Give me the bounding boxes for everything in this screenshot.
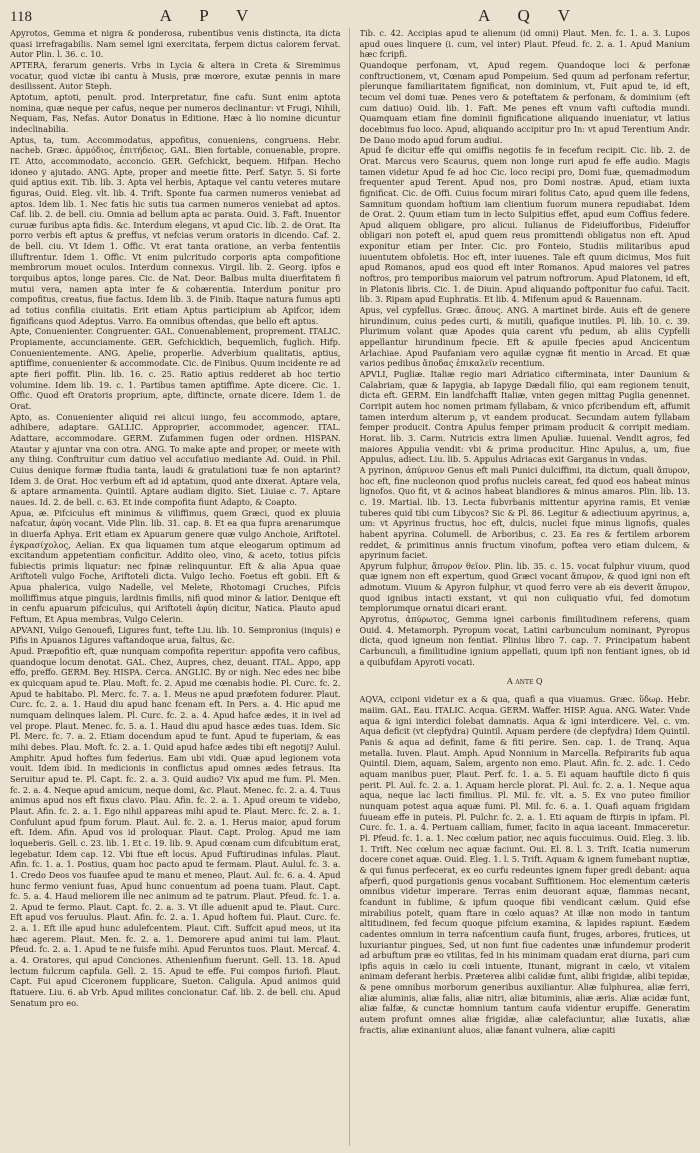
text-columns — [10, 28, 690, 1146]
page-number: 118 — [10, 9, 32, 25]
entry-apud-continued: Tib. c. 42. Accipias apud te alienum (id omni) Plaut. Men. fc. 1. a. 3. Lupos apud oues linquere (i. cum, vel inter) Plaut. Pfeud. fc. 2. a. 1. Apud Manium hæc fcripfi. — [359, 28, 690, 60]
entry-apto: Apto, as. Conuenienter aliquid rei alicui iungo, feu accommodo, aptare, adhibere, adaptare. GALLIC. Approprier, accommoder, agencer. ITAL. Adattare, accommodare. GERM. Zufammen fugen oder ordnen. HISPAN. Atautar y ajuntar vna con otra. ANG. To make apte and proper, or meete with any thing. Conftruitur cum datiuo vel accufatiuo mediante Ad. Ouid. in Phil. Cuius denique formæ ftudia tanta, laudi & gratulationi tuæ fe non aptarint? Idem 3. de Orat. Hoc verbum eft ad id aptatum, quod ante dixerat. Aptare vela, & aptare armamenta. Quintil. Aptare audiam digito. Siet. Liuiae c. 7. Aptare naues. Id. 2. de bell. c. 63. Et inde compofita fiunt Adapto, & Coapto. — [10, 411, 341, 507]
right-running-head: A Q V — [477, 6, 583, 25]
right-column — [360, 28, 691, 1146]
entry-apua: Apua, æ. Pifciculus eft minimus & viliffimus, quem Græci, quod ex pluuia nafcatur, ἀφύη vocant. Vide Plin. lib. 31. cap. 8. Et ea qua fupra arenarumque in diuerfa Aphya. Erit etiam ex Apuarum genere quæ vulgo Anchoie, Ariftotel. ἐγκρασίχολος, Aelian. Ex qua liquamen tum atque eleogarum optimum ad excitandum appetentiam conficitur. Addito oleo, vino, & aceto, totius pifcis fubiectis primis liquatur: nec fpinæ relinquuntur. Eft & alia Apua quae Ariftoteli vulgo Foche, Ariftoteli dicta. Vulgo Iecho. Foetus eft gobii. Eft & Apua phalerica, vulgo Nadelle, vel Melete, Rhotomagi Cruches, Pifcis molliffimus atque pinguis, lardinis fimilis, nifi quod minor & latior. Denique eft in cenfu apuarum pifciculus, qui Ariftoteli ἀφύη dicitur, Natica. Plauto apud Feftum, Et Apua membras, Vulgo Celerin. — [10, 507, 341, 625]
entry-aqua: AQVA, cciponi videtur ex a & qua, quafi a qua viuamus. Græc. ὕδωρ. Hebr. maiim. GAL. Eau. ITALIC. Acqua. GERM. Waffer. HISP. Agua. ANG. Water. Vnde aqua & igni interdici folebat damnatis. Aqua & igni interdicere. Vel. c. vm. Aqua deficit (vt clepfydra) Quintil. Aquam perdere (de clepfydra) Idem Quintil. Panis & aqua ad definit, fame & fiti perire. Sen. cap. 1. de Tranq. Aqua metalla. Iuven. Plaut. Amph. Apud Nonnium in Marcella. Refpirarits fub aqua Quintil. Diem, aquam, Salem, argento non emo. Plaut. Afin. fc. 2. adc. 1. Cedo aquam manibus puer, Plaut. Perf. fc. 1. a. 5. Ei aquam hauftile dicto fi quis perit. Pl. Aul. fc. 2. a. 1. Aquam hercle plorat. Pl. Aul. fc. 2. a. 1. Neque aqua aqua, neque lac lacti fimilius. Pl. Mil. fc. vlt. a. 5. Ex vno puteo fimilior nunquam potest aqua aquæ fumi. Pl. Mil. fc. 6. a. 1. Quafi aquam frigidam fuueam effe in puteis. Pl. Pulchr. fc. 2. a. 1. Eti aquam de ftirpis in ipfam. Pl. Curc. fc. 1. a. 4. Pertuam calliam, fumer, facito in aqua iaceant. Immaceretur. Pl. Pfeud. fc. 1. a. 1. Nec cœlum patior, nec aquis fuccuimus. Ouid. Eleg. 3. lib. 1. Trift. Nec cœlum nec aquæ faciunt. Oui. El. 8. l. 3. Trift. Icatia numerum docere conet aquæ. Ouid. Eleg. 1. l. 5. Trift. Aquam & ignem fumebant nuptiæ, & qui funus perfecerat, ex eo curfu redeuntes ignem fuper gredi debant: aqua afperfi, quod purgationis genus vocabant Suffitionem. Hoc elementum cæteris omnibus videtur imperare. Terras enim deuorant aquæ, flammas necant, fcandunt in fublime, & ipfum quoque fibi vendicant cælum. Quid efse mirabilius potelt, quam ftare in cœlo aquas? At illæ non modo in tantum altitudinem, fed fecum quoque pifcium examina, & lapides rapiunt. Eædem cadentes omnium in terra nafcentium caufa fiunt, fruges, arbores, frutices, ut luxuriantur pingues, Sed, ut non funt fiue cadentes unæ infundemur proderit ad arbuftum præ eo vtilitas, fed in his minimam quadam erat diurna, pari cum ipfis aquis in cælo iu cœli intuente, Itunant, migrant in cælo, vt vitalem animam deferant herbis. Præterea alibi calidæ funt, alibi frigidæ, alibi tepidæ, & pene omnibus morborum generibus auxiliantur. Aliæ fulphurea, aliæ ferri, aliæ aluminis, aliæ falis, aliæ nitri, aliæ bituminis, aliæ æris. Aliæ acidæ funt, aliæ falfæ, & cunctæ homnium tantum caufa videntur erupiffe. Generatim autem profunt omnes aliæ frigidæ, aliæ calefaciuntur, aliæ Iuxatis, aliæ fractis, aliæ exinaniunt aluos, aliæ fanant vulnera, aliæ capiti — [359, 694, 690, 1035]
left-column — [10, 28, 350, 1146]
entry-apuli: APVLI, Pugliæ. Italiæ regio mari Adriatico cifterminata, inter Daunium & Calabriam, quæ & Iapygia, ab Iapyge Dædali filio, qui eam regionem tenuit, dicta eft. GERM. Ein landfchafft Italiæ, vnten gegen mittag Puglia genennet. Corripit autem hoc nomen primam fyllabam, & vnico pfcribendum eft, affumit tamen interdum alterum p, vt eandem producat. Secundam autem fyllabam femper producit. Contra Apulus femper primam producit & corripit mediam. Horat. lib. 3. Carm. Nutricis extra limen Apuliæ. Iuuenal. Vendit agros, fed maiores Appulia vendit: vbi & prima producitur. Hinc Apulus, a, um, fiue Appulus, adiect. Liu. lib. 5. Appulus Adriacas exit Garganus in vndas. — [359, 369, 690, 465]
left-running-head: A P V — [159, 6, 261, 25]
entry-apyrum-sulphur: Apyrum fulphur, ἄπυρον θεῖον. Plin. lib. 35. c. 15. vocat fulphur viuum, quod quæ ignem non eft expertum, quod Græci vocant ἄπυρον, & quod igni non eft admotum. Viuum & Apyron fulphur, vt quod ferro vere ab eis deverit ἄπυρον, quod ignibus intacti exstant, vt qui non culiquatio vfui, fed domotum templorumque ornatui dicari erant. — [359, 560, 690, 614]
entry-apud: Apud. Præpofitio eft, quæ nunquam compofita reperitur: appofita vero cafibus, quandoque locum denotat. GAL. Chez, Aupres, chez, deuant. ITAL. Appo, app effo, preffo. GERM. Bey. HISPA. Cerca. ANGLIC. By or nigh. Nec edes nec bibe ex quicquam apud te. Plau. Moft. fc. 2. Apud me cœnabis hodie. Pl. Curc. fc. 2. Apud te habitabo. Pl. Merc. fc. 7. a. 1. Meus ne apud præfotem fodurer. Plaut. Curc. fc. 2. a. 1. Haud diu apud hanc fcenam eft. In Pers. a. 4. Hic apud me numquam delinques lalem. Pl. Curc. fc. 2. a. 4. Apud hafce ædes, it in ivel ad vel prope. Plaut. Menec. fc. 5. a. 1. Haud diu apud hasce ædes tuas. Idem. Sic Pl. Merc. fc. 7. a. 2. Etiam docendum apud te funt. Apud te fuperiam, & eas mihi debes. Plau. Moft. fc. 2. a. 1. Quid apud hafce ædes tibi eft negotij? Aulul. Amphitr. Apud hoftes fum federius. Eam ubi vidi. Quæ apud legionem vota vouit. Idem ibid. In medicionis in conflictus apud omnes ædes fetraus. Ita Seruitur apud te. Pl. Capt. fc. 2. a. 3. Quid audio? Vix apud me fum. Pl. Men. fc. 2. a. 4. Neque apud amicum, neque domi, &c. Plaut. Menec. fc. 2. a. 4. Tuus animus apud nos eft fixus clavo. Plau. Afin. fc. 2. a. 1. Apud oreum te videbo, Plaut. Afin. fc. 2. a. 1. Ego nihil appareas mihi apud te. Plaut. Merc. fc. 2. a. 1. Confulunt apud fpum forum. Plaut. Aul. fc. 2. a. 1. Herus maior, apud forum eft. Idem. Afin. Apud vos id proloquar. Plaut. Capt. Prolog. Apud me iam loqueberis. Gell. c. 23. lib. 1. Et c. 19. lib. 9. Apud cœnam cum difcubitum erat, legebatur. Idem cap. 12. Vbi ftue eft locus. Apud Fuftirudinas infulas. Plaut. Afin. fc. 1. a. 1. Postius, quam hoc pacto apud te fermam. Plaut. Aulul. fc. 3. a. 1. Credo Deos vos fuaufee apud te manu et meneo, Plaut. Aul. fc. 6. a. 4. Apud hunc fermo veniunt fuas, Apud hunc conuentum ad poena tuam. Plaut. Capt. fc. 5. a. 4. Haud meliorem ille nec animum ad te patrum. Plaut. Pfeud. fc. 1. a. 2. Apud te fermo. Plaut. Capt. fc. 2. a. 3. Vt ille aduenit apud te. Plaut. Curc. Eft apud vos feruulus. Plaut. Afin. fc. 2. a. 1. Apud hoftem fui. Plaut. Curc. fc. 2. a. 1. Eft ille apud hunc adulefcentem. Plaut. Cift. Suffcit apud meos, ut ita hæc agerem. Plaut. Men. fc. 2. a. 1. Demorere apud animi tui lam. Plaut. Pfeud. fc. 2. a. 1. Apud te ne fuisfe mihi. Apud Feruntos tuos. Plaut. Mercaf. 4. a. 4. Oratores, qui apud Conciones. Athenienfium fuerunt. Gell. 13. 18. Apud lectum fulcrum capfula. Gell. 2. 15. Apud te effe. Fui compos furiofi. Plaut. Capt. Fui apud Ciceronem fupplicare, Sueton. Caligula. Apud animos quid ftatuere. Liu. 6. ab Vrb. Apud milites concionatur. Caf. lib. 2. de bell. ciu. Apud Senatum pro eo. — [10, 646, 341, 1008]
entry-apyrotos: Apyrotos, Gemma et nigra & ponderosa, rubentibus venis distincta, ita dicta quasi irrefragabilis. Nam semel igni exercitata, ferpem dictus calorem fervat. Autor Plin. l. 36. c. 10. — [10, 28, 341, 60]
entry-apyrotus: Apyrotus, ἀπύρωτος, Gemma ignei carbonis fimilitudinem referens, quam Ouid. 4. Metamorph. Pyropum vocat, Latini carbunculum nominant, Pyropus dicta, quod igneum non fentiat. Plinius libro 7. cap. 7. Principatum habent Carbunculi, a fimilitudine ignium appellati, quum ipfi non fentiant ignes, ob id a quibufdam Apyroti vocati. — [359, 614, 690, 667]
entry-apuani: APVANI, Vulgo Genouefi, Ligures funt, tefte Liu. lib. 10. Sempronius (inquis) e Pifis in Apuanos Ligures vaftandoque arua, faltus, &c. — [10, 624, 341, 646]
entry-apud-se: Apud fe dicitur effe qui omiffis negotiis fe in fecefum recipit. Cic. lib. 2. de Orat. Marcus vero Scaurus, quem non longe ruri apud fe effe audio. Magis tamen videtur Apud fe ad hoc Cic. loco recipi pro, Domi fuæ, quemadmodum frequenter apud Terent. Apud nos, pro Domi nostræ. Apud, etiam iuxta fignificat. Cic. de Offi. Cuius focum mirari folitus Cato, apud quem ille fedens, Samnitum quondam hoftium iam clientium fuorum munera repudiabat. Idem de Orat. 2. Quum etiam tum in lecto Sulpitius effet, apud eum Coffius federe. Apud aliquem obligare, pro alicui. Iulianus de Fideiufforibus, Fideiuffor obligari non poteft ei, apud quem reus promittendi obligatus non eft. Apud exponitur etiam per Inter. Cic. pro Fonteio, Studiis militaribus apud iuuentutem obfoletis. Hoc eft, inter iuuenes. Tale eft quum dicimus, Mos fuit apud Romanos, apud eos quod eft inter Romanos. Apud maiores vel patres noftros, pro temporibus maiorum vel patrum noftrorum. Apud Platonem, id eft, in Platonis libris. Cic. 1. de Diuin. Apud aliquando poftponitur fuo cafui. Tacit. lib. 3. Ripam apud Euphratis. Et lib. 4. Mifenum apud & Rauennam. — [359, 145, 690, 305]
entry-apus: Apus, vel cypfellus. Græc. ἄπους. ANG. A martinet birde. Auis eft de genere hirundinum, cuius pedes curti, & mutili, quafique inutiles. Pl. lib. 10. c. 39. Plurimum volant quæ Apodes quia carent vfu pedum, ab aliis Cypfelli appellantur hirundinum fpecie. Eft & apuile fpecies apud Ancicentum Arlachiae. Apud Paufaniam vero aquilæ cygnæ fit mentio in Arcad. Et quæ varios pedibus ἄποδας ἐπικαλεῖν recentium. — [359, 305, 690, 369]
entry-apyrinon: A pyrinon, ἀπύρινον Genus eft mali Punici dulciffimi, ita dictum, quali ἄπυρον, hoc eft, fine nucleonon quod profus nucleis careat, fed quod eos habeat minus lignofos. Quo fit, vt & acinos habeat blandiores & minus amaros. Plin. lib. 13. c. 19. Martial. lib. 13. Lecta fubvrbanis mittentur apyrina ramis, Et veniæ tuberes quid tibi cum Libycos? Sic & Pl. 86. Legitur & adiectiuum apyrinus, a, um: vt Apyrinus fructus, hoc eft, dulcis, nuclei fque minus lignofis, quales habent apyrina. Columell. de Arboribus, c. 23. Ea res & fertilem arborem reddet, & primitinus annis fructum vinofum, poftea vero etiam dulcem, & apyrinum faciet. — [359, 464, 690, 561]
entry-apud-persona: Quandoque perfonam, vt, Apud regem. Quandoque loci & perfonæ conftructionem, vt, Cœnam apud Pompeium. Sed quum ad perfonam refertur, plerunque familiaritatem fignificat, non dominium, vt, Fuit apud te, id eft, tecum vel domi tuæ. Penes vero & poteftatem & perfonam, & dominium (eft cum datiuo) Ouid. lib. 1. Faft. Me penes eft vnum vafti cuftodia mundi. Quamquam etiam fine dominii fignificatione aliquando inueniatur, vt latius docebimus fuo loco. Apud, aliquando accipitur pro In: vt apud Terentium Andr. De Dauo modo apud forum audiui. — [359, 59, 690, 145]
entry-aptera: APTERA, ferarum generis. Vrbs in Lycia & altera in Creta & Siremimus vocatur, quod victæ ibi cantu à Musis, præ mœrore, exutæ pennis in mare desilissent. Autor Steph. — [10, 59, 341, 92]
page-header — [10, 6, 690, 28]
section-heading-a-ante-q: A ante Q — [506, 675, 543, 686]
entry-aptus: Aptus, ta, tum. Accommodatus, appofitus, conueniens, congruens. Hebr. nacheb. Græc. ἁρμόδιος, ἐπιτήδειος. GAL. Bien fortable, conuenable, propre. IT. Atto, accommodato, acconcio. GER. Gefchickt, bequem. Hifpan. Hecho idoneo y ajutado. ANG. Apte, proper and meetie fitte. Perf. Satyr. 5. Si forte quid aptius exit. Tib. lib. 3. Apta vel herbis, Aptaque vel cantu veteres mutare figuras, Ouid. Eleg. vlt. lib. 4. Trift. Sponte fua carmen numeros veniebat ad aptos. Idem lib. 1. Nec fatis hic sutis tua carmen numeros veniebat ad aptos. Caf. lib. 2. de bell. ciu. Omnia ad bellum apta ac parata. Ouid. 3. Faft. Inuentor curuæ furibus apta fidis. &c. Interdum elegans, vt apud Cic. lib. 2. de Orat. Ita porro verbis eft aptus & preffus, vt nefcias verum oratoris in dicendo. Caf. 2. de bell. ciu. Vt Idem 1. Offic. Vt erat tanta oratione, an verba fententiis illuftrentur. Idem 1. Offic. Vt enim pulcritudo corporis apta compofitione membrorum mouet oculos. Interdum connexus. Virgil. lib. 2. Georg. ipfos e torquibus aptos, longe pares. Cic. de Nat. Deor. Balbus multa diuerfitatem fi mutui vera, namen apta inter fe & cohærentia. Interdum ponitur pro compofitus, creatus, fiue factus. Idem lib. 3. de Finib. Itaque natura fumus apti ad totius confilia ciuitatis. Erit etiam Aptus participium ab Apifcor, idem fignificans quod Adeptus. Varro. Ea omnibus oftendas, que bello eft aptus. — [10, 134, 341, 326]
entry-aptotum: Aptotum, aptoti, penult. prod. Interpretatur, fine cafu. Sunt enim aptota nomina, quæ neque per cafus, neque per numeros declinantur: vt Frugi, Nihili, Nequam, Fas, Nefas. Autor Donatus in Editione. Hæc à lio nomine dicuntur indeclinabilia. — [10, 91, 341, 134]
entry-apte: Apte, Conuenienter. Congruenter. GAL. Conuenablement, proprement. ITALIC. Propiamente, accunciamente. GER. Gefchicklich, bequemlich, fuglich. Hifp. Conuenientemente. ANG. Apelie, properlie. Adverbium qualitatis, aptius, aptiffime, conuenienter & accommodate. Cic. de Finibus. Quum incidente re ad apte fieri poffit. Plin. lib. 16. c. 25. Ratio aptius redderet ab hoc tertio volumine. Idem lib. 19. c. 1. Partibus tamen aptiffime. Apte dicere. Cic. 1. Offic. Quod eft Oratoris proprium, apte, diftincte, ornate dicere. Idem 1. de Orat. — [10, 326, 341, 411]
